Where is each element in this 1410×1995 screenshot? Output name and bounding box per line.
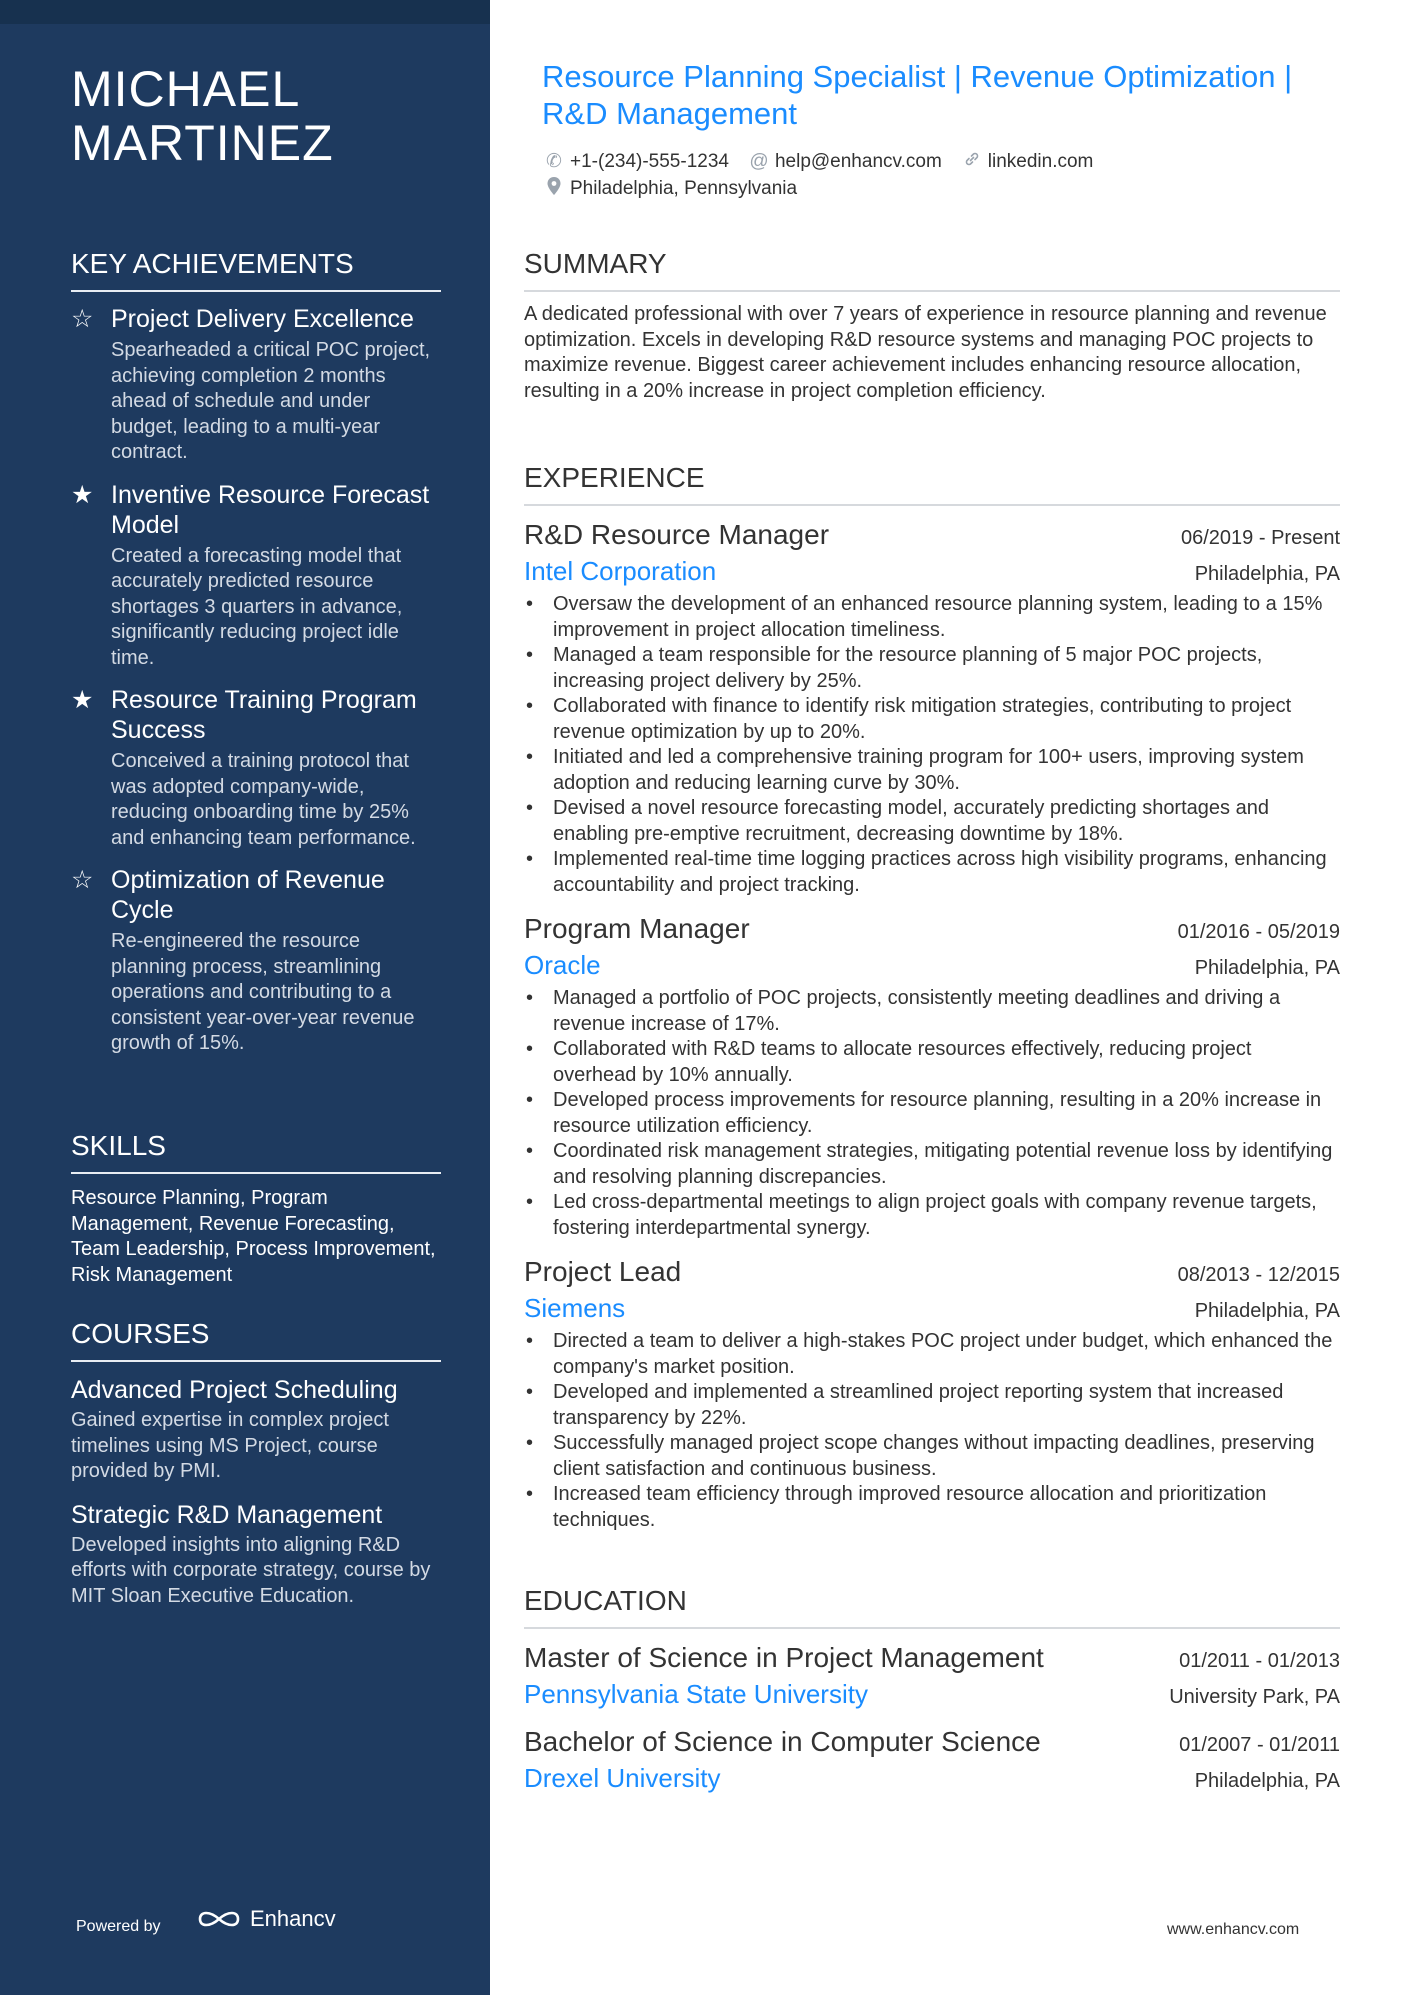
education-dates: 01/2007 - 01/2011	[1179, 1734, 1340, 1756]
achievement-description: Conceived a training protocol that was adopted company-wide, reducing onboarding time by 25% and enhancing team performance.	[111, 750, 416, 849]
job-company-row	[524, 1291, 1340, 1325]
job-bullet: • Collaborated with finance to identify risk mitigation strategies, contributing to project revenue optimization by up to 20%.	[524, 694, 1340, 745]
education-header-row	[524, 1639, 1340, 1677]
phone-contact[interactable]	[544, 150, 729, 173]
education-dates: 01/2011 - 01/2013	[1179, 1650, 1340, 1672]
star-outline-icon: ☆	[71, 305, 94, 333]
job-location: Philadelphia, PA	[1194, 1300, 1340, 1322]
star-outline-icon: ☆	[71, 866, 94, 894]
degree-title: Master of Science in Project Management	[524, 1642, 1044, 1673]
education-location: University Park, PA	[1169, 1686, 1340, 1708]
achievement-item	[71, 865, 441, 1057]
job-title-headline: Resource Planning Specialist | Revenue Optimization | R&D Management	[542, 59, 1293, 131]
location-contact	[544, 176, 797, 202]
job-bullet: • Collaborated with R&D teams to allocate resources effectively, reducing project overhead by 10% annually.	[524, 1037, 1340, 1088]
job-bullets	[524, 986, 1340, 1241]
education-location: Philadelphia, PA	[1194, 1770, 1340, 1792]
skills-heading: SKILLS	[71, 1128, 441, 1174]
link-icon	[962, 150, 982, 174]
job-header-row	[524, 1253, 1340, 1291]
enhancv-logo-text: Enhancv	[250, 1906, 336, 1931]
education-heading: EDUCATION	[524, 1583, 1340, 1629]
key-achievements-heading: KEY ACHIEVEMENTS	[71, 246, 441, 292]
phone-icon: ✆	[546, 151, 562, 172]
job-bullet: • Managed a portfolio of POC projects, consistently meeting deadlines and driving a revenue increase of 17%.	[524, 986, 1340, 1037]
achievement-item	[71, 304, 441, 466]
course-description: Developed insights into aligning R&D efforts with corporate strategy, course by MIT Sloan Executive Education.	[71, 1533, 431, 1607]
experience-list	[524, 516, 1340, 1533]
powered-by-label: Powered by	[76, 1918, 161, 1935]
job-company-row	[524, 554, 1340, 588]
job-dates: 01/2016 - 05/2019	[1177, 921, 1340, 943]
achievement-body	[111, 865, 441, 1057]
education-header-row	[524, 1723, 1340, 1761]
achievement-body	[111, 480, 441, 672]
course-item	[71, 1374, 441, 1485]
job-dates: 08/2013 - 12/2015	[1177, 1264, 1340, 1286]
linkedin-text: linkedin.com	[987, 150, 1094, 172]
enhancv-logo-icon	[196, 1907, 242, 1931]
at-icon: @	[749, 150, 769, 172]
email-contact[interactable]	[749, 151, 942, 173]
job-bullet: • Successfully managed project scope changes without impacting deadlines, preserving client satisfaction and continuous business.	[524, 1431, 1340, 1482]
company-name[interactable]: Siemens	[524, 1293, 626, 1323]
course-description: Gained expertise in complex project timelines using MS Project, course provided by PMI.	[71, 1409, 389, 1482]
experience-section	[524, 460, 1340, 1545]
job-bullet: • Initiated and led a comprehensive training program for 100+ users, improving system adoption and reducing learning curve by 30%.	[524, 745, 1340, 796]
sidebar-top-bar	[0, 0, 490, 24]
job-bullet: • Directed a team to deliver a high-stakes POC project under budget, which enhanced the company's market position.	[524, 1329, 1340, 1380]
footer-url[interactable]: www.enhancv.com	[1167, 1921, 1300, 1938]
achievement-title: Resource Training Program Success	[111, 686, 417, 744]
courses-heading: COURSES	[71, 1316, 441, 1362]
company-name[interactable]: Intel Corporation	[524, 556, 717, 586]
courses-list	[71, 1374, 441, 1609]
achievement-title: Inventive Resource Forecast Model	[111, 480, 430, 539]
enhancv-logo[interactable]	[196, 1906, 336, 1932]
job-bullets	[524, 592, 1340, 898]
experience-heading: EXPERIENCE	[524, 460, 1340, 506]
achievement-description: Created a forecasting model that accurately predicted resource shortages 3 quarters in advance, significantly reducing project idle time.	[111, 544, 403, 669]
education-school-row	[524, 1761, 1340, 1795]
job-bullet: • Increased team efficiency through improved resource allocation and prioritization techniques.	[524, 1482, 1340, 1533]
education-list	[524, 1639, 1340, 1795]
achievements-list	[71, 304, 441, 1057]
achievement-title: Project Delivery Excellence	[111, 305, 414, 333]
achievement-item	[71, 685, 441, 851]
job-entry	[524, 910, 1340, 1241]
job-location: Philadelphia, PA	[1194, 563, 1340, 585]
job-location: Philadelphia, PA	[1194, 957, 1340, 979]
phone-text: +1-(234)-555-1234	[570, 150, 729, 172]
achievement-body	[111, 304, 441, 466]
job-bullet: • Coordinated risk management strategies, mitigating potential revenue loss by identifying and resolving planning discrepancies.	[524, 1139, 1340, 1190]
job-bullets	[524, 1329, 1340, 1533]
achievement-description: Re-engineered the resource planning process, streamlining operations and contributing to a consistent year-over-year revenue growth of 15%.	[111, 930, 415, 1054]
job-header-row	[524, 910, 1340, 948]
job-title: R&D Resource Manager	[524, 519, 830, 550]
courses-section	[71, 1316, 441, 1623]
achievement-body	[111, 685, 441, 851]
job-company-row	[524, 948, 1340, 982]
summary-section	[524, 246, 1340, 404]
job-bullet: • Devised a novel resource forecasting model, accurately predicting shortages and enabling pre-emptive recruitment, decreasing downtime by 18%.	[524, 796, 1340, 847]
email-text: help@enhancv.com	[774, 150, 942, 172]
achievement-title: Optimization of Revenue Cycle	[111, 866, 385, 924]
skills-section	[71, 1128, 441, 1288]
course-title: Advanced Project Scheduling	[71, 1376, 398, 1404]
education-entry	[524, 1639, 1340, 1711]
job-entry	[524, 516, 1340, 898]
degree-title: Bachelor of Science in Computer Science	[524, 1726, 1041, 1757]
job-bullet: • Developed and implemented a streamlined project reporting system that increased transparency by 22%.	[524, 1380, 1340, 1431]
contact-info	[544, 148, 1324, 202]
star-half-icon: ★	[71, 686, 94, 714]
course-title: Strategic R&D Management	[71, 1500, 383, 1529]
school-name[interactable]: Drexel University	[524, 1763, 721, 1793]
job-dates: 06/2019 - Present	[1181, 527, 1340, 549]
linkedin-contact[interactable]	[962, 150, 1094, 174]
education-entry	[524, 1723, 1340, 1795]
star-half-icon: ★	[71, 480, 94, 509]
job-bullet: • Developed process improvements for resource planning, resulting in a 20% increase in resource utilization efficiency.	[524, 1088, 1340, 1139]
company-name[interactable]: Oracle	[524, 950, 601, 980]
achievement-description: Spearheaded a critical POC project, achieving completion 2 months ahead of schedule and under budget, leading to a multi-year contract.	[111, 339, 431, 463]
education-section	[524, 1583, 1340, 1807]
job-bullet: • Managed a team responsible for the resource planning of 5 major POC projects, increasing project delivery by 25%.	[524, 643, 1340, 694]
achievement-item	[71, 480, 441, 672]
summary-text: A dedicated professional with over 7 years of experience in resource planning and revenue optimization. Excels in developing R&D resource systems and managing POC projects to maximize revenue. Biggest career achievement includes enhancing resource allocation, resulting in a 20% increase in project completion efficiency.	[524, 303, 1327, 402]
job-title: Program Manager	[524, 913, 750, 944]
job-title: Project Lead	[524, 1256, 682, 1287]
sidebar	[0, 0, 490, 1995]
job-header-row	[524, 516, 1340, 554]
job-bullet: • Oversaw the development of an enhanced resource planning system, leading to a 15% improvement in project allocation timeliness.	[524, 592, 1340, 643]
course-item	[71, 1499, 441, 1610]
education-school-row	[524, 1677, 1340, 1711]
location-text: Philadelphia, Pennsylvania	[570, 177, 798, 199]
key-achievements-section	[71, 246, 441, 1071]
job-bullet: • Led cross-departmental meetings to align project goals with company revenue targets, fostering interdepartmental synergy.	[524, 1190, 1340, 1241]
job-entry	[524, 1253, 1340, 1533]
location-pin-icon	[544, 176, 564, 202]
job-bullet: • Implemented real-time time logging practices across high visibility programs, enhancing accountability and project tracking.	[524, 847, 1340, 898]
skills-list: Resource Planning, Program Management, Revenue Forecasting, Team Leadership, Process Improvement, Risk Management	[71, 1187, 436, 1286]
school-name[interactable]: Pennsylvania State University	[524, 1679, 868, 1709]
summary-heading: SUMMARY	[524, 246, 1340, 292]
candidate-name: MICHAEL MARTINEZ	[71, 61, 334, 171]
